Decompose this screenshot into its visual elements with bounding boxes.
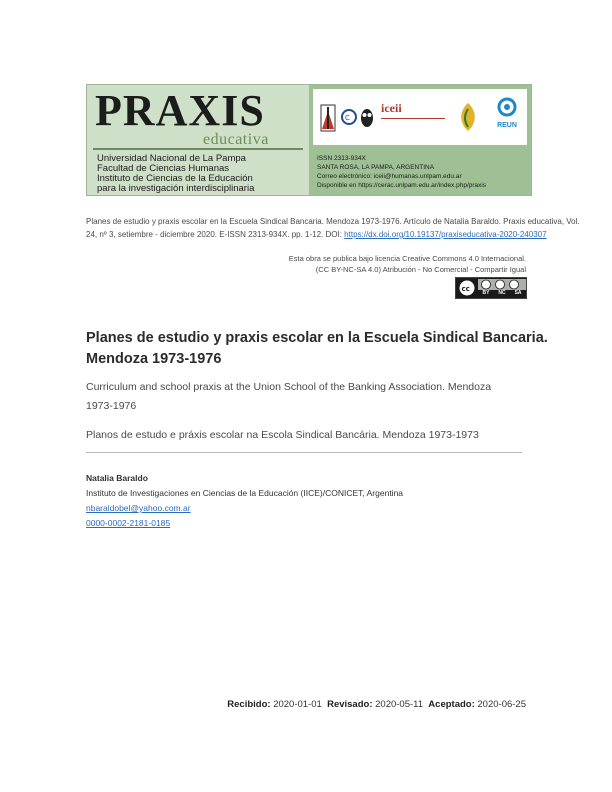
banner-info-panel: [309, 85, 531, 195]
institution-line: Instituto de Ciencias de la Educación: [97, 173, 253, 184]
iceii-logo: [381, 101, 451, 129]
svg-text:cc: cc: [461, 285, 470, 293]
accepted-date: 2020-06-25: [477, 699, 526, 710]
citation-line: 24, nº 3, setiembre - diciembre 2020. E-ISSN 2313-934X. pp. 1-12. DOI:: [86, 230, 345, 239]
journal-location: SANTA ROSA, LA PAMPA, ARGENTINA: [317, 164, 435, 171]
doi-link[interactable]: https://dx.doi.org/10.19137/praxiseducativa-2020-240307: [344, 230, 547, 239]
institution-line: Universidad Nacional de La Pampa: [97, 153, 246, 164]
received-label: Recibido:: [227, 699, 271, 710]
author-email-row: [86, 501, 191, 515]
section-divider: [86, 452, 522, 453]
reunir-logo: [491, 97, 523, 129]
author-orcid-link[interactable]: 0000-0002-2181-0185: [86, 518, 171, 528]
creative-commons-badge[interactable]: [455, 277, 527, 299]
institution-line: Facultad de Ciencias Humanas: [97, 163, 230, 174]
logo-underline: [93, 148, 303, 150]
cc-sa-label: SA: [514, 290, 522, 296]
author-orcid-row: [86, 516, 170, 530]
article-title: Planes de estudio y praxis escolar en la Escuela Sindical Bancaria.: [86, 330, 548, 346]
sponsor-logos: [313, 89, 527, 145]
author-affiliation: Instituto de Investigaciones en Ciencias de la Educación (IICE)/CONICET, Argentina: [86, 488, 404, 498]
reviewed-date: 2020-05-11: [375, 699, 424, 710]
owl-logo-icon: [359, 105, 375, 129]
author-name: Natalia Baraldo: [86, 473, 148, 483]
submission-dates: [227, 699, 526, 710]
university-crest-icon: [319, 103, 337, 133]
article-title-portuguese: Planos de estudo e práxis escolar na Escola Sindical Bancária. Mendoza 1973-1973: [86, 429, 479, 441]
iceii-logo-text: iceii: [381, 101, 402, 115]
citation-doi-line: [86, 229, 547, 241]
cc-by-label: BY: [482, 290, 490, 296]
reunir-logo-icon: [494, 97, 520, 117]
cc-badge-labels: [478, 290, 526, 296]
institution-line: para la investigación interdisciplinaria: [97, 183, 255, 194]
faculty-logo-icon: [341, 105, 357, 129]
banner-brand-panel: [87, 85, 309, 195]
journal-logo-title: PRAXIS: [95, 86, 265, 135]
citation-line: Planes de estudio y praxis escolar en la Escuela Sindical Bancaria. Mendoza 1973-1976. Artículo de Natalia Baraldo. Praxis educativa, Vol.: [86, 217, 580, 226]
article-title-cont: Mendoza 1973-1976: [86, 351, 222, 367]
journal-email: Correo electrónico: iceii@humanas.unlpam.edu.ar: [317, 173, 462, 180]
iceii-logo-tagline: [381, 118, 445, 129]
license-text: (CC BY-NC-SA 4.0) Atribución - No Comercial - Compartir Igual: [315, 265, 526, 274]
author-email-link[interactable]: nbaraldobel@yahoo.com.ar: [86, 503, 191, 513]
riunlpam-logo-icon: [455, 101, 481, 135]
cc-nc-label: NC: [498, 290, 506, 296]
journal-banner: [86, 84, 532, 196]
svg-text:C: C: [345, 114, 350, 122]
article-title-english: Curriculum and school praxis at the Union School of the Banking Association. Mendoza: [86, 381, 492, 393]
issn: ISSN 2313-934X: [317, 155, 366, 162]
received-date: 2020-01-01: [273, 699, 322, 710]
license-text: Esta obra se publica bajo licencia Creative Commons 4.0 Internacional.: [288, 254, 526, 263]
journal-logo-subtitle: educativa: [203, 131, 269, 148]
article-title-english-cont: 1973-1976: [86, 400, 137, 412]
accepted-label: Aceptado:: [428, 699, 475, 710]
journal-url: Disponible en https://cerac.unlpam.edu.ar/index.php/praxis: [317, 182, 487, 189]
reviewed-label: Revisado:: [327, 699, 373, 710]
reunir-logo-text: REUN: [497, 122, 517, 129]
